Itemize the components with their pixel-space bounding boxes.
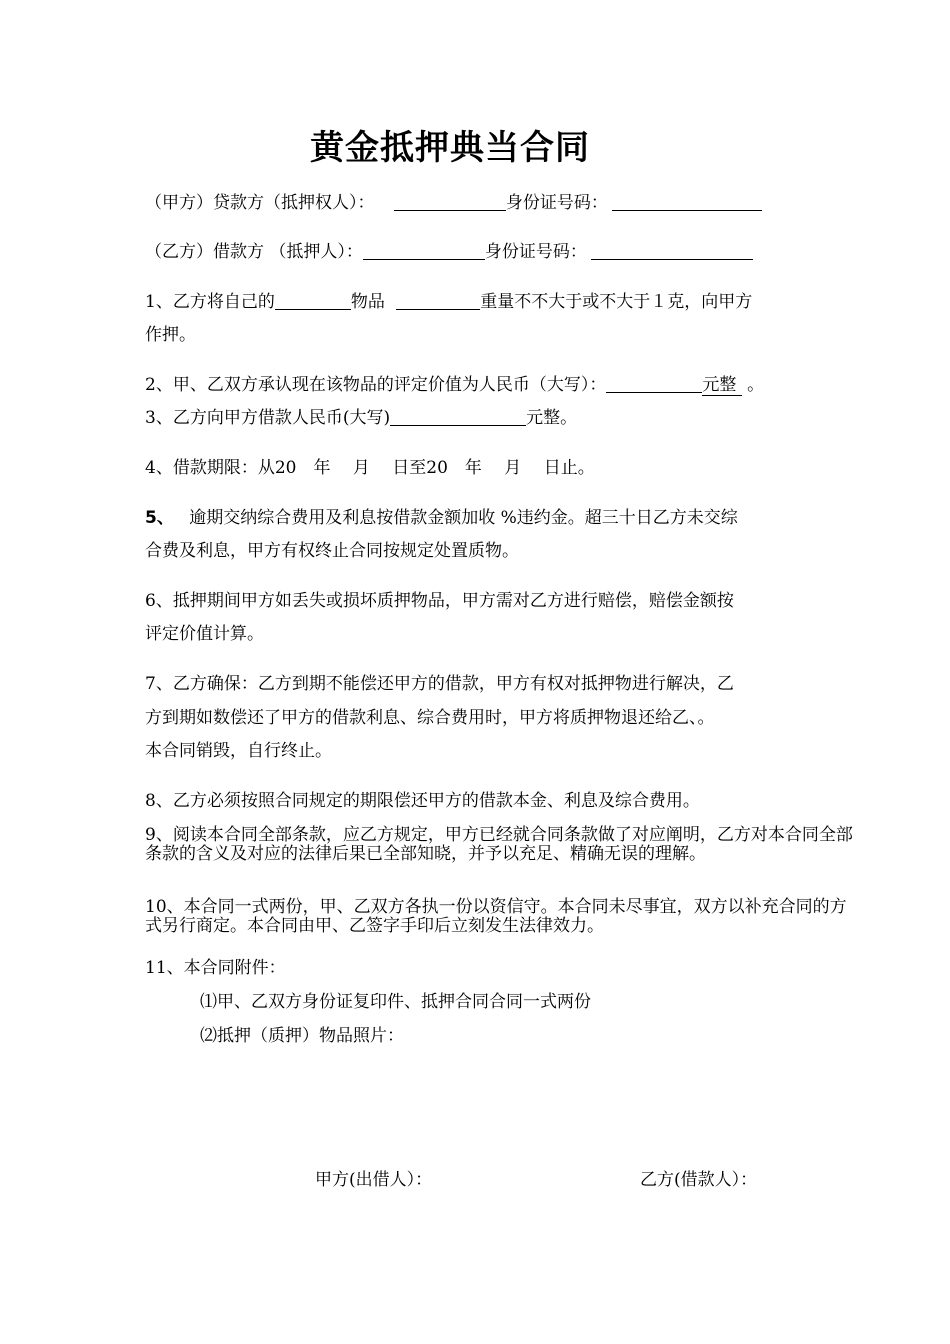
item-name-blank[interactable] [275, 291, 351, 310]
party-a-id-blank[interactable] [612, 192, 762, 211]
party-b-line [145, 237, 753, 262]
clause-7-line-3: 本合同销毁，自行终止。 [145, 741, 332, 761]
party-b-id-label: 身份证号码： [484, 242, 587, 262]
appraisal-value-blank[interactable] [606, 374, 702, 393]
clause-5-line-1 [145, 503, 738, 528]
clause-11: 11、本合同附件： [145, 958, 286, 978]
clause-5-text-a: 逾期交纳综合费用及利息按借款金额加收 %违约金。超三十日乙方未交综 [189, 508, 738, 528]
clause-5-number: 5、 [145, 508, 174, 528]
clause-1-text-c: 重量不不大于或不大于１克，向甲方 [480, 292, 753, 312]
clause-2 [145, 370, 764, 395]
attachment-1: ⑴甲、乙双方身份证复印件、抵押合同合同一式两份 [200, 992, 591, 1012]
item-weight-blank[interactable] [396, 291, 480, 310]
clause-10: 10、本合同一式两份，甲、乙双方各执一份以资信守。本合同未尽事宜，双方以补充合同的方式另行商定。本合同由甲、乙签字手印后立刻发生法律效力。 [145, 897, 847, 936]
party-a-line [145, 188, 762, 213]
clause-7-line-2: 方到期如数偿还了甲方的借款利息、综合费用时，甲方将质押物退还给乙、。 [145, 708, 715, 728]
contract-title: 黄金抵押典当合同 [310, 128, 590, 168]
party-b-id-blank[interactable] [591, 241, 753, 260]
attachment-2: ⑵抵押（质押）物品照片： [200, 1026, 404, 1046]
clause-6-line-2: 评定价值计算。 [145, 624, 264, 644]
clause-1-line-2: 作押。 [145, 325, 196, 345]
party-b-name-blank[interactable] [363, 241, 485, 260]
loan-amount-blank[interactable] [390, 407, 526, 426]
clause-8: 8、乙方必须按照合同规定的期限偿还甲方的借款本金、利息及综合费用。 [145, 791, 700, 811]
party-a-id-label: 身份证号码： [505, 193, 608, 213]
party-b-signature-label: 乙方(借款人）： [640, 1170, 758, 1190]
clause-2-text-a: 2、甲、乙双方承认现在该物品的评定价值为人民币（大写）： [145, 375, 607, 395]
clause-5-line-2: 合费及利息，甲方有权终止合同按规定处置质物。 [145, 541, 519, 561]
clause-1-text-a: 1、乙方将自己的 [145, 292, 275, 312]
clause-1-line-1 [145, 287, 752, 312]
clause-3 [145, 403, 577, 428]
clause-3-text-a: 3、乙方向甲方借款人民币(大写) [145, 408, 391, 428]
clause-2-text-c: 。 [747, 375, 765, 395]
party-a-signature-label: 甲方(出借人）： [315, 1170, 433, 1190]
clause-9: 9、阅读本合同全部条款，应乙方规定，甲方已经就合同条款做了对应阐明，乙方对本合同全部条款的含义及对应的法律后果已全部知晓，并予以充足、精确无误的理解。 [145, 825, 853, 864]
clause-1-text-b: 物品 [350, 292, 385, 312]
clause-7-line-1: 7、乙方确保：乙方到期不能偿还甲方的借款，甲方有权对抵押物进行解决，乙 [145, 674, 734, 694]
party-b-label: （乙方）借款方 （抵押人）： [145, 242, 363, 262]
party-a-name-blank[interactable] [394, 192, 506, 211]
clause-3-text-b: 元整。 [526, 408, 578, 428]
clause-4: 4、借款期限：从20 年 月 日至20 年 月 日止。 [145, 458, 595, 478]
clause-6-line-1: 6、抵押期间甲方如丢失或损坏质押物品，甲方需对乙方进行赔偿，赔偿金额按 [145, 591, 734, 611]
party-a-label: （甲方）贷款方（抵押权人）： [145, 193, 375, 213]
clause-2-text-b: 元整 [702, 375, 737, 395]
